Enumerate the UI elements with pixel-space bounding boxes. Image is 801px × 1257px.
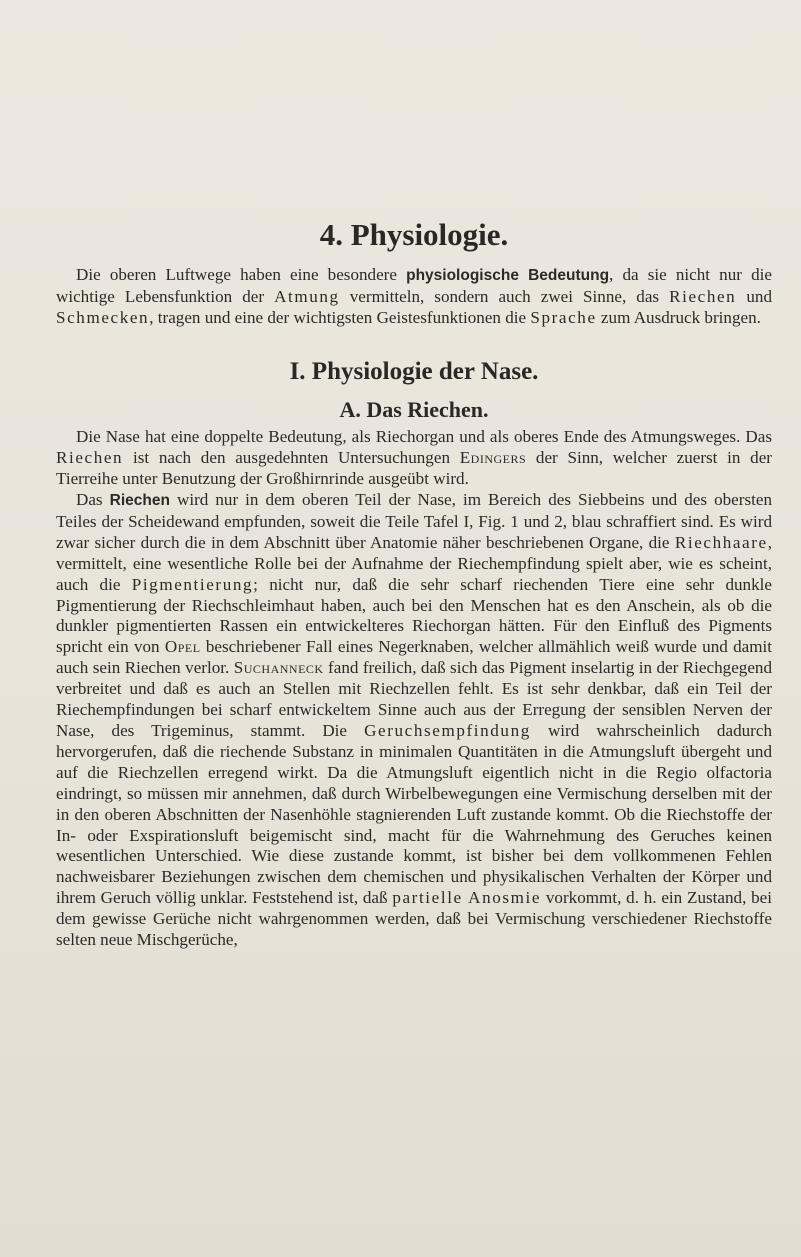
emphasis-riechen: Riechen [56, 448, 124, 468]
body-text: Die Nase hat eine doppelte Bedeutung, als Riechorgan und als oberes Ende des Atmungsweges. Das [76, 427, 772, 447]
intro-text: zum Ausdruck bringen. [596, 308, 761, 327]
body-text: ; nicht nur, daß die sehr scharf riechenden Tiere eine sehr dunkle Pigmentierung der Riechschleimhaut haben, auch bei den Menschen hat es den Anschein, als ob die dunkler pigmentierten Rassen ein entwickelteres Riechorgan hätten. Für den Einfluß des Pigments spricht ein von [56, 574, 772, 657]
body-paragraph-1 [56, 427, 772, 490]
emphasis-atmung: Atmung [274, 287, 340, 307]
subsection-heading: A. Das Riechen. [339, 396, 489, 422]
body-text: ist nach den ausgedehnten Untersuchungen [123, 448, 460, 468]
intro-text: Die oberen Luftwege haben eine besondere [76, 265, 407, 285]
intro-text: , da sie nicht nur die wichtige Lebensfunktion der [56, 265, 772, 307]
author-name-suchanneck: Suchanneck [233, 658, 324, 678]
emphasis-partielle-anosmie: partielle Anosmie [392, 888, 542, 908]
chapter-heading: 4. Physiologie. [319, 217, 509, 252]
body-text: der Sinn, welcher zuerst in der Tierreihe unter Benutzung der Großhirnrinde ausgeübt wird. [56, 448, 772, 489]
body-text: wird nur in dem oberen Teil der Nase, im Bereich des Siebbeins und des obersten Teiles der Scheidewand empfunden, soweit die Teile Tafel I, Fig. 1 und 2, blau schraffiert sind. Es wird zwar sicher durch die in dem Abschnitt über Anatomie näher beschriebenen Organe, die [56, 490, 772, 552]
emphasis-riechhaare: Riechhaare [674, 532, 768, 552]
body-text: vorkommt, d. h. ein Zustand, bei dem gewisse Gerüche nicht wahrgenommen werden, daß bei Vermischung verschiedener Riechstoffe selten neue Mischgerüche, [56, 888, 773, 950]
emphasis-riechen: Riechen [669, 287, 737, 307]
body-paragraph-2 [56, 490, 772, 951]
emphasis-sprache: Sprache [530, 308, 597, 327]
emphasis-pigmentierung: Pigmentierung [131, 574, 254, 594]
body-text: , vermittelt, eine wesentliche Rolle bei der Aufnahme der Riechempfindung spielt aber, wie es scheint, auch die [56, 532, 772, 594]
intro-text: und [736, 287, 773, 307]
author-name-edinger: Edingers [459, 448, 527, 468]
intro-text: , tragen und eine der wichtigsten Geistesfunktionen die [149, 308, 531, 327]
emphasis-physiologische-bedeutung: physiologische Bedeutung [406, 267, 610, 285]
intro-paragraph [56, 265, 772, 329]
page-content [56, 216, 772, 951]
author-name-opel: Opel [164, 637, 201, 657]
body-text: fand freilich, daß sich das Pigment inselartig in der Riechgegend verbreitet und daß es auch an Stellen mit Riechzellen fehlt. Es ist sehr denkbar, daß ein Teil der Riechempfindungen bei scharf entwickeltem Sinne auch aus der Erregung der sensiblen Nerven der Nase, des Trigeminus, stammt. Die [56, 658, 773, 740]
body-text: beschriebener Fall eines Negerknaben, welcher allmählich weiß wurde und damit auch sein Riechen verlor. [56, 637, 772, 678]
body-text: Das [76, 490, 110, 510]
emphasis-geruchsempfindung: Geruchsempfindung [364, 720, 531, 740]
emphasis-riechen-bold: Riechen [109, 492, 170, 510]
section-heading: I. Physiologie der Nase. [289, 357, 539, 385]
intro-text: vermitteln, sondern auch zwei Sinne, das [339, 287, 670, 307]
body-text: wird wahrscheinlich dadurch hervorgerufen, daß die riechende Substanz in minimalen Quantitäten in die Atmungsluft übergeht und auf die Riechzellen erregend wirkt. Da die Atmungsluft eigentlich nicht in die Regio olfactoria eindringt, so müssen mir annehmen, daß durch Wirbelbewegungen eine Vermischung derselben mit der in den oberen Abschnitten der Nasenhöhle stagnierenden Luft zustande kommt. Ob die Riechstoffe der In- oder Exspirationsluft beigemischt sind, macht für die Wahrnehmung des Geruches keinen wesentlichen Unterschied. Wie diese zustande kommt, ist bisher bei dem vollkommenen Fehlen nachweisbarer Beziehungen zwischen dem chemischen und physikalischen Verhalten der Körper und ihrem Geruch völlig unklar. Feststehend ist, daß [56, 720, 772, 908]
emphasis-schmecken: Schmecken [56, 308, 150, 327]
